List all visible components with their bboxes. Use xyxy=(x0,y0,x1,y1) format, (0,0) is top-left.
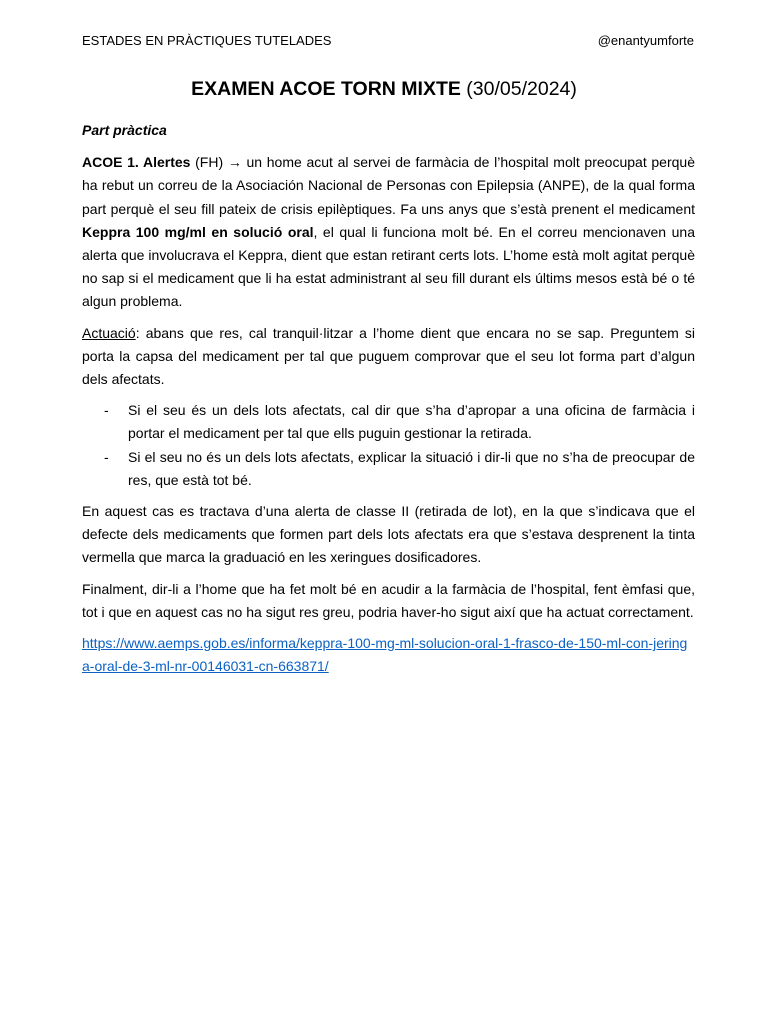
intro-text-1: (FH) → un home acut al servei de farmàcia de l’hospital molt preocupat perquè ha rebut un correu de la Asociación Nacional de Personas con Epilepsia (ANPE), de la qual forma part perquè el seu fill pateix de crisis epilèptiques. Fa uns anys que s’està prenent el medicament xyxy=(82,154,695,217)
list-item xyxy=(82,399,695,445)
exam-title xyxy=(0,77,768,101)
final-paragraph: Finalment, dir-li a l’home que ha fet molt bé en acudir a la farmàcia de l’hospital, fent èmfasi que, tot i que en aquest cas no ha sigut res greu, podria haver-ho sigut així que ha actuat correctament. xyxy=(82,580,695,620)
actuacio-paragraph xyxy=(82,322,695,392)
dash-marker: - xyxy=(104,402,109,419)
dash-marker: - xyxy=(104,448,109,465)
options-list xyxy=(82,399,695,492)
reference-paragraph xyxy=(82,632,695,678)
header-author-handle: @enantyumforte xyxy=(597,33,694,48)
document-body xyxy=(82,119,695,678)
exam-title-main: EXAMEN ACOE TORN MIXTE xyxy=(191,78,467,100)
exam-title-date: (30/05/2024) xyxy=(466,78,577,100)
list-item xyxy=(82,446,695,492)
drug-name: Keppra 100 mg/ml en solució oral xyxy=(82,223,314,240)
list-item-text: Si el seu és un dels lots afectats, cal dir que s’ha d’apropar a una oficina de farmàcia i portar el medicament per tal que ells puguin gestionar la retirada. xyxy=(128,402,695,442)
actuacio-label: Actuació xyxy=(82,324,136,341)
actuacio-text: : abans que res, cal tranquil·litzar a l’home dient que encara no se sap. Preguntem si porta la capsa del medicament per tal que puguem comprovar que el seu lot forma part d’algun dels afectats. xyxy=(82,324,695,388)
section-label: Part pràctica xyxy=(82,122,167,138)
alert-class-paragraph: En aquest cas es tractava d’una alerta de classe II (retirada de lot), en la que s’indicava que el defecte dels medicaments que formen part dels lots afectats era que s’estava desprenent la tinta vermella que marca la graduació en les xeringues dosificadores. xyxy=(82,503,695,566)
intro-text-2: , el qual li funciona molt bé. En el correu mencionaven una alerta que involucrava el Keppra, dient que estan retirant certs lots. L’home està molt agitat perquè no sap si el medicament que li ha estat administrant al seu fill durant els últims mesos està bé o té algun problema. xyxy=(82,223,695,310)
intro-paragraph xyxy=(82,151,695,313)
aemps-reference-link[interactable]: https://www.aemps.gob.es/informa/keppra-100-mg-ml-solucion-oral-1-frasco-de-150-ml-con-jeringa-oral-de-3-ml-nr-00146031-cn-663871/ xyxy=(82,635,688,675)
header-course-title: ESTADES EN PRÀCTIQUES TUTELADES xyxy=(82,33,332,48)
case-heading: ACOE 1. Alertes xyxy=(82,154,191,171)
list-item-text: Si el seu no és un dels lots afectats, explicar la situació i dir-li que no s’ha de preocupar de res, que està tot bé. xyxy=(128,448,695,488)
